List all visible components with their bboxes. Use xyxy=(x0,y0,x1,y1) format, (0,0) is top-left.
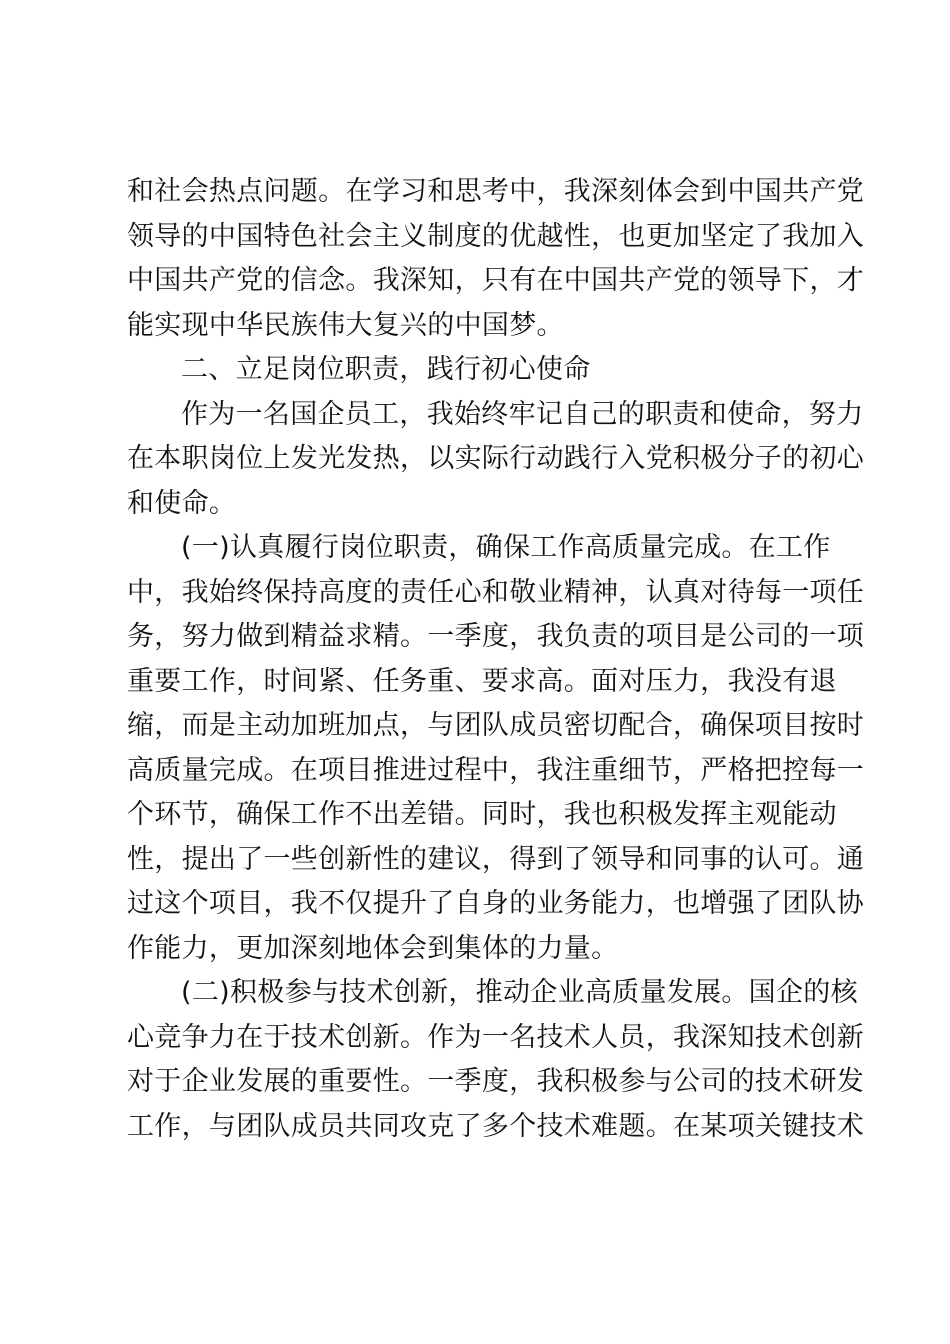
text-line: 对于企业发展的重要性。一季度，我积极参与公司的技术研发 xyxy=(127,1066,865,1097)
text-line: 个环节，确保工作不出差错。同时，我也积极发挥主观能动 xyxy=(127,799,837,830)
document-body xyxy=(127,170,865,1149)
text-line: 心竞争力在于技术创新。作为一名技术人员，我深知技术创新 xyxy=(127,1021,865,1053)
text-line: 务，努力做到精益求精。一季度，我负责的项目是公司的一项 xyxy=(127,621,865,652)
text-line: 作能力，更加深刻地体会到集体的力量。 xyxy=(127,932,619,964)
text-line: 领导的中国特色社会主义制度的优越性，也更加坚定了我加入 xyxy=(127,220,865,252)
text-line: 工作，与团队成员共同攻克了多个技术难题。在某项关键技术 xyxy=(127,1110,865,1142)
text-line: 二、立足岗位职责，践行初心使命 xyxy=(181,354,591,385)
text-line: 重要工作，时间紧、任务重、要求高。面对压力，我没有退 xyxy=(127,665,837,697)
text-line: 和使命。 xyxy=(127,487,237,519)
text-line: 作为一名国企员工，我始终牢记自己的职责和使命，努力 xyxy=(181,398,864,430)
text-line: 高质量完成。在项目推进过程中，我注重细节，严格把控每一 xyxy=(127,754,865,786)
text-line: 缩，而是主动加班加点，与团队成员密切配合，确保项目按时 xyxy=(127,710,865,741)
text-line: 中，我始终保持高度的责任心和敬业精神，认真对待每一项任 xyxy=(127,576,865,608)
text-line: 中国共产党的信念。我深知，只有在中国共产党的领导下，才 xyxy=(127,265,865,296)
text-line: 过这个项目，我不仅提升了自身的业务能力，也增强了团队协 xyxy=(127,888,865,919)
text-line: 能实现中华民族伟大复兴的中国梦。 xyxy=(127,309,564,341)
text-line: 性，提出了一些创新性的建议，得到了领导和同事的认可。通 xyxy=(127,843,865,875)
text-line: 和社会热点问题。在学习和思考中，我深刻体会到中国共产党 xyxy=(127,176,865,207)
text-line: (二)积极参与技术创新，推动企业高质量发展。国企的核 xyxy=(181,977,858,1008)
text-line: 在本职岗位上发光发热，以实际行动践行入党积极分子的初心 xyxy=(127,443,865,474)
text-line: (一)认真履行岗位职责，确保工作高质量完成。在工作 xyxy=(181,532,831,563)
